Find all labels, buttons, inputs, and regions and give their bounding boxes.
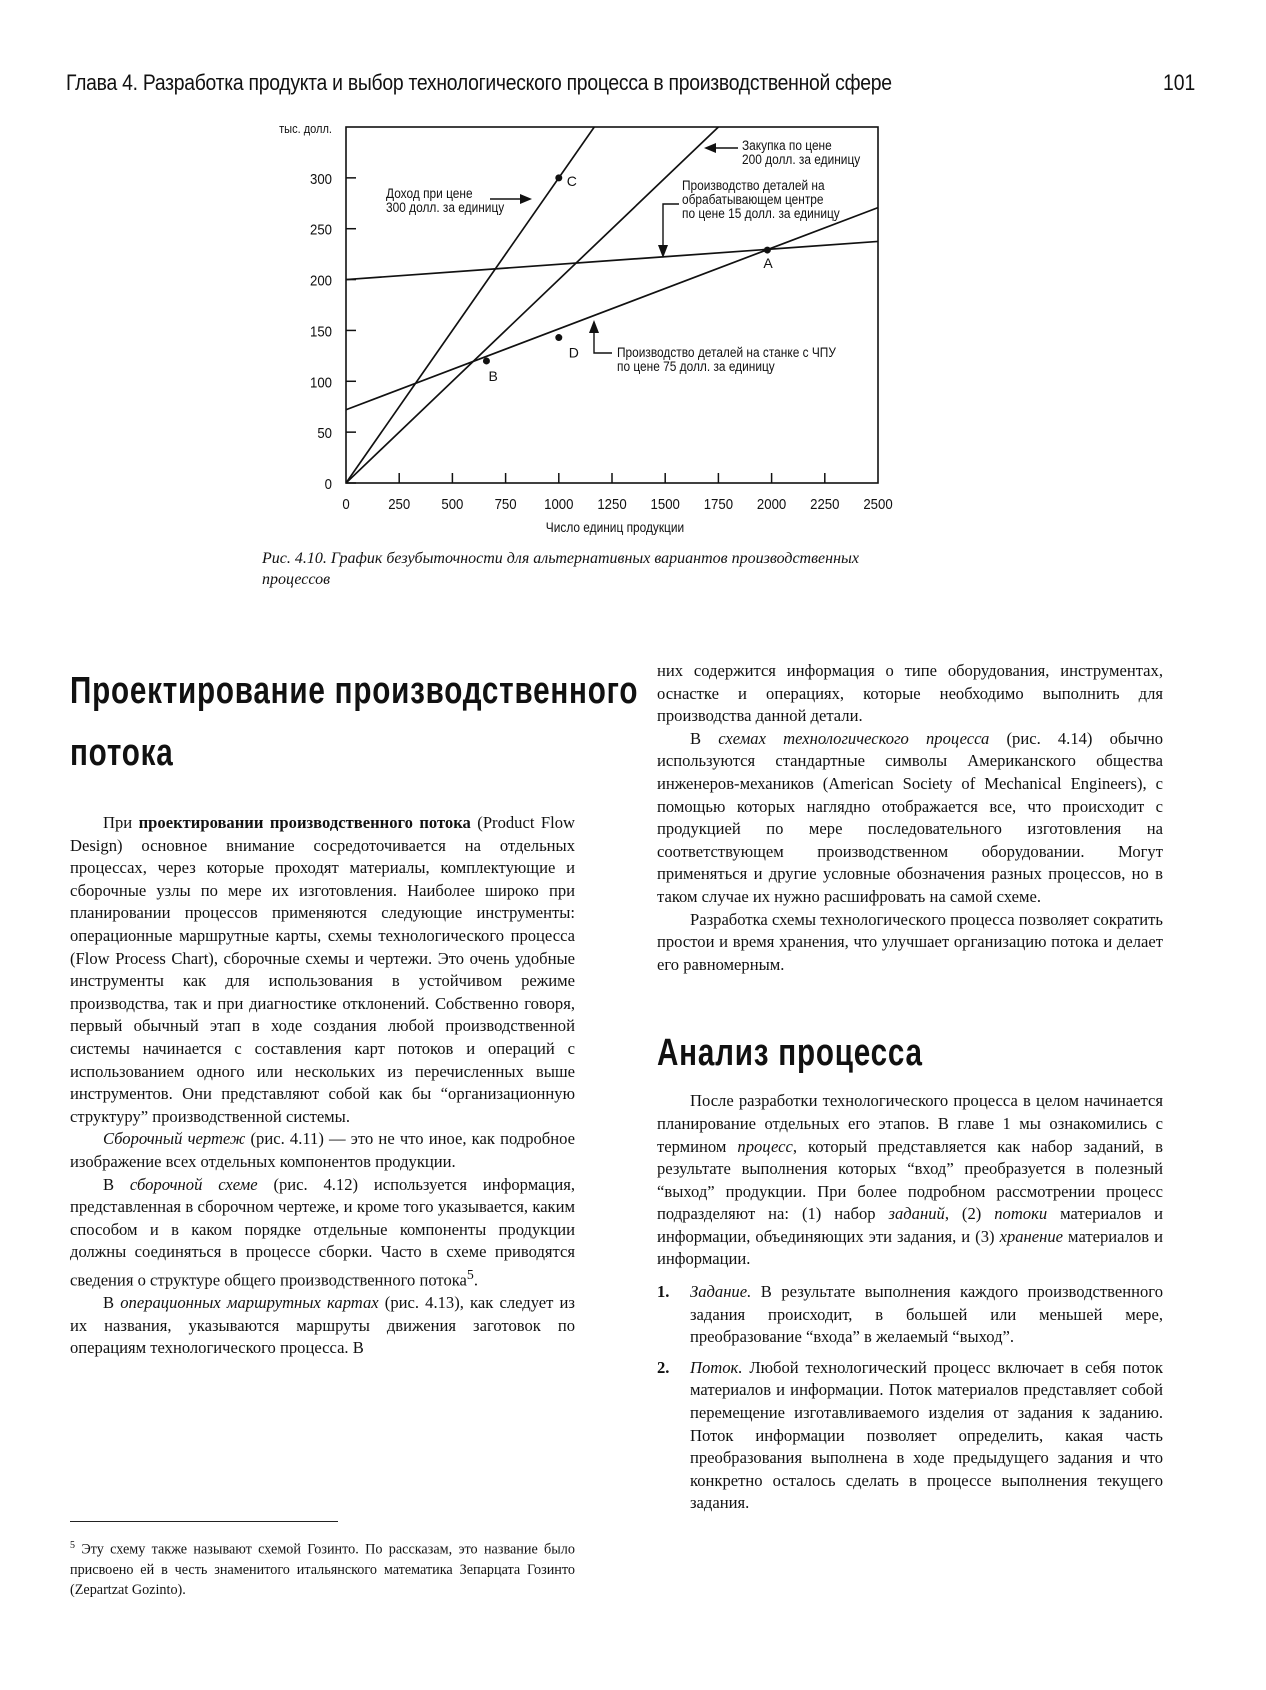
arrow-head: [520, 194, 532, 204]
paragraph: Разработка схемы технологического процесса позволяет сократить простои и время хранения, что улучшает организацию потока и делает его равномерным.: [657, 909, 1163, 974]
y-tick-label: 250: [310, 220, 332, 238]
numbered-list: [657, 1281, 1163, 1515]
italic-term: Сборочный чертеж: [103, 1129, 246, 1149]
point-A: [764, 247, 771, 254]
list-item: 2. Поток. Любой технологический процесс включает в себя поток материалов и информации. Поток материалов представляет собой перемещение изготавливаемого изделия от задания к заданию. Поток информации позволяет определить, какая часть преобразования выполнена в ходе предыдущего задания и что конкретно осталось сделать в процессе выполнения текущего задания.: [657, 1357, 1163, 1513]
section-heading-process-analysis: Анализ процесса: [657, 1032, 923, 1075]
italic-term: сборочной схеме: [129, 1174, 258, 1194]
annotation-line: 200 долл. за единицу: [742, 151, 861, 168]
y-tick-label: 150: [310, 322, 332, 340]
paragraph: В схемах технологического процесса (рис. 4.14) обычно используются стандартные символы Американского общества инженеров-механиков (American Society of Mechanical Engineers), с помощью которых наглядно отображается все, что происходит с продукцией по мере последовательного изготовления на соответствующем производственном оборудовании. Могут применяться и другие условные обозначения разных процессов, но в таком случае их нужно расшифровать на самой схеме.: [657, 728, 1163, 906]
x-tick-label: 1250: [597, 495, 627, 513]
x-tick-label: 250: [388, 495, 411, 513]
y-tick-label: 50: [317, 424, 332, 442]
left-column: [70, 660, 639, 1360]
chart-annotations: [386, 137, 861, 374]
x-tick-label: 1750: [703, 495, 734, 513]
x-tick-label: 1500: [650, 495, 680, 513]
bold-term: проектировании производственного потока: [138, 813, 471, 832]
italic-term: схемах технологического процесса: [718, 728, 990, 748]
annotation-line: 300 долл. за единицу: [386, 199, 505, 216]
x-tick-label: 750: [494, 495, 517, 513]
italic-term: операционных маршрутных картах: [120, 1293, 379, 1312]
annotation-line: Производство деталей на станке с ЧПУ: [617, 344, 836, 361]
arrow-shaft: [594, 330, 612, 353]
point-label-B: B: [488, 367, 498, 384]
point-label-D: D: [568, 344, 579, 361]
annotation-revenue: [386, 185, 505, 215]
x-axis-label: Число единиц продукции: [545, 519, 685, 536]
annotation-cnc: [617, 344, 837, 374]
x-tick-label: 2500: [863, 495, 893, 513]
section-heading-product-flow: [70, 660, 639, 790]
series-line-2: [346, 0, 878, 483]
annotation-machining-center: [682, 177, 840, 221]
right-column: [657, 660, 1163, 1523]
paragraph: В операционных маршрутных картах (рис. 4.13), как следует из их названия, указываются маршруты движения заготовок по операциям технологического процесса. В: [70, 1293, 575, 1358]
paragraph: После разработки технологического процесса в целом начинается планирование отдельных его этапов. В главе 1 мы ознакомились с термином процесс, который представляется как набор заданий, в результате выполнения которых “вход” преобразуется в полезный “выход” продукции. При более подробном рассмотрении процесс подразделяют на: (1) набор заданий, (2) потоки материалов и информации, объединяющих эти задания, и (3) хранение материалов и информации.: [657, 1091, 1164, 1269]
point-label-A: A: [763, 255, 773, 272]
heading-line-2: потока: [70, 732, 174, 774]
x-tick-label: 1000: [544, 495, 574, 513]
arrow-head: [704, 143, 716, 153]
annotation-line: Производство деталей на: [682, 177, 825, 194]
y-tick-label: 300: [310, 170, 332, 188]
footnote-ref[interactable]: 5: [466, 1266, 474, 1282]
annotation-line: по цене 15 долл. за единицу: [682, 205, 840, 222]
arrow-head: [589, 320, 599, 333]
annotation-line: Закупка по цене: [742, 137, 832, 154]
paragraph: В сборочной схеме (рис. 4.12) используется информация, представленная в сборочном чертеже, и кроме того указывается, каким способом и в каком порядке отдельные компоненты продукции должны соединяться в процессе сборки. Часто в схеме приводятся сведения о структуре общего производственного потока$^5$.: [70, 1174, 576, 1290]
point-C: [555, 174, 562, 181]
paragraph: При проектировании производственного потока (Product Flow Design) основное внимание сосредоточивается на отдельных процессах, через которые проходят материалы, комплектующие и сборочные узлы по мере их изготовления. Наиболее широко при планировании процессов применяются следующие инструменты: операционные маршрутные карты, схемы технологического процесса (Flow Process Chart), сборочные схемы и чертежи. Это очень удобные инструменты как для использования в устойчивом режиме производства, так и при диагностике отклонений. Собственно говоря, первый обычный этап в ходе создания любой производственной системы начинается с составления карт потоков и операций с использованием одного или нескольких из перечисленных выше инструментов. Они представляют собой как бы “организационную структуру” производственной системы.: [70, 813, 576, 1126]
x-tick-label: 2000: [756, 495, 787, 513]
list-item: 1. Задание. В результате выполнения каждого производственного задания происходит, в большей или меньшей мере, преобразование “входа” в желаемый “выход”.: [657, 1282, 1163, 1347]
point-D: [555, 334, 562, 341]
annotation-line: по цене 75 долл. за единицу: [617, 358, 775, 375]
arrow-shaft: [663, 204, 679, 248]
footnote-mark: 5: [70, 1540, 75, 1551]
footnote: $^5$ Эту схему также называют схемой Гозинто. По рассказам, это название было присвоено ей в честь знаменитого итальянского математика Зепарцата Гозинто (Zepartzat Gozinto).: [70, 1540, 575, 1598]
chart-series: [346, 0, 878, 483]
heading-line-1: Проектирование производственного: [70, 670, 639, 712]
figure-caption: Рис. 4.10. График безубыточности для альтернативных вариантов производственных процессов: [262, 550, 859, 588]
series-line-1: [346, 0, 878, 483]
annotation-line: обрабатывающем центре: [682, 191, 824, 208]
annotation-purchase: [742, 137, 861, 167]
point-label-C: C: [566, 172, 577, 189]
series-line-3: [346, 208, 878, 410]
annotation-line: Доход при цене: [386, 185, 473, 202]
running-head: Глава 4. Разработка продукта и выбор технологического процесса в производственной сфере: [66, 70, 892, 95]
break-even-chart: [0, 0, 1266, 560]
point-B: [483, 357, 490, 364]
y-tick-label: 200: [310, 271, 332, 289]
x-tick-label: 0: [342, 495, 350, 513]
footnote-divider: [70, 1521, 338, 1522]
paragraph: Сборочный чертеж (рис. 4.11) — это не что иное, как подробное изображение всех отдельных компонентов продукции.: [70, 1129, 575, 1171]
series-line-4: [346, 241, 878, 279]
page-number: 101: [1163, 70, 1196, 95]
y-tick-label: 100: [310, 373, 332, 391]
x-tick-label: 500: [441, 495, 464, 513]
y-tick-label: 0: [324, 475, 332, 493]
y-axis-label: тыс. долл.: [279, 121, 333, 137]
paragraph: них содержится информация о типе оборудования, инструментах, оснастке и операциях, которые необходимо выполнить для производства данной детали.: [657, 661, 1163, 726]
x-tick-label: 2250: [810, 495, 840, 513]
